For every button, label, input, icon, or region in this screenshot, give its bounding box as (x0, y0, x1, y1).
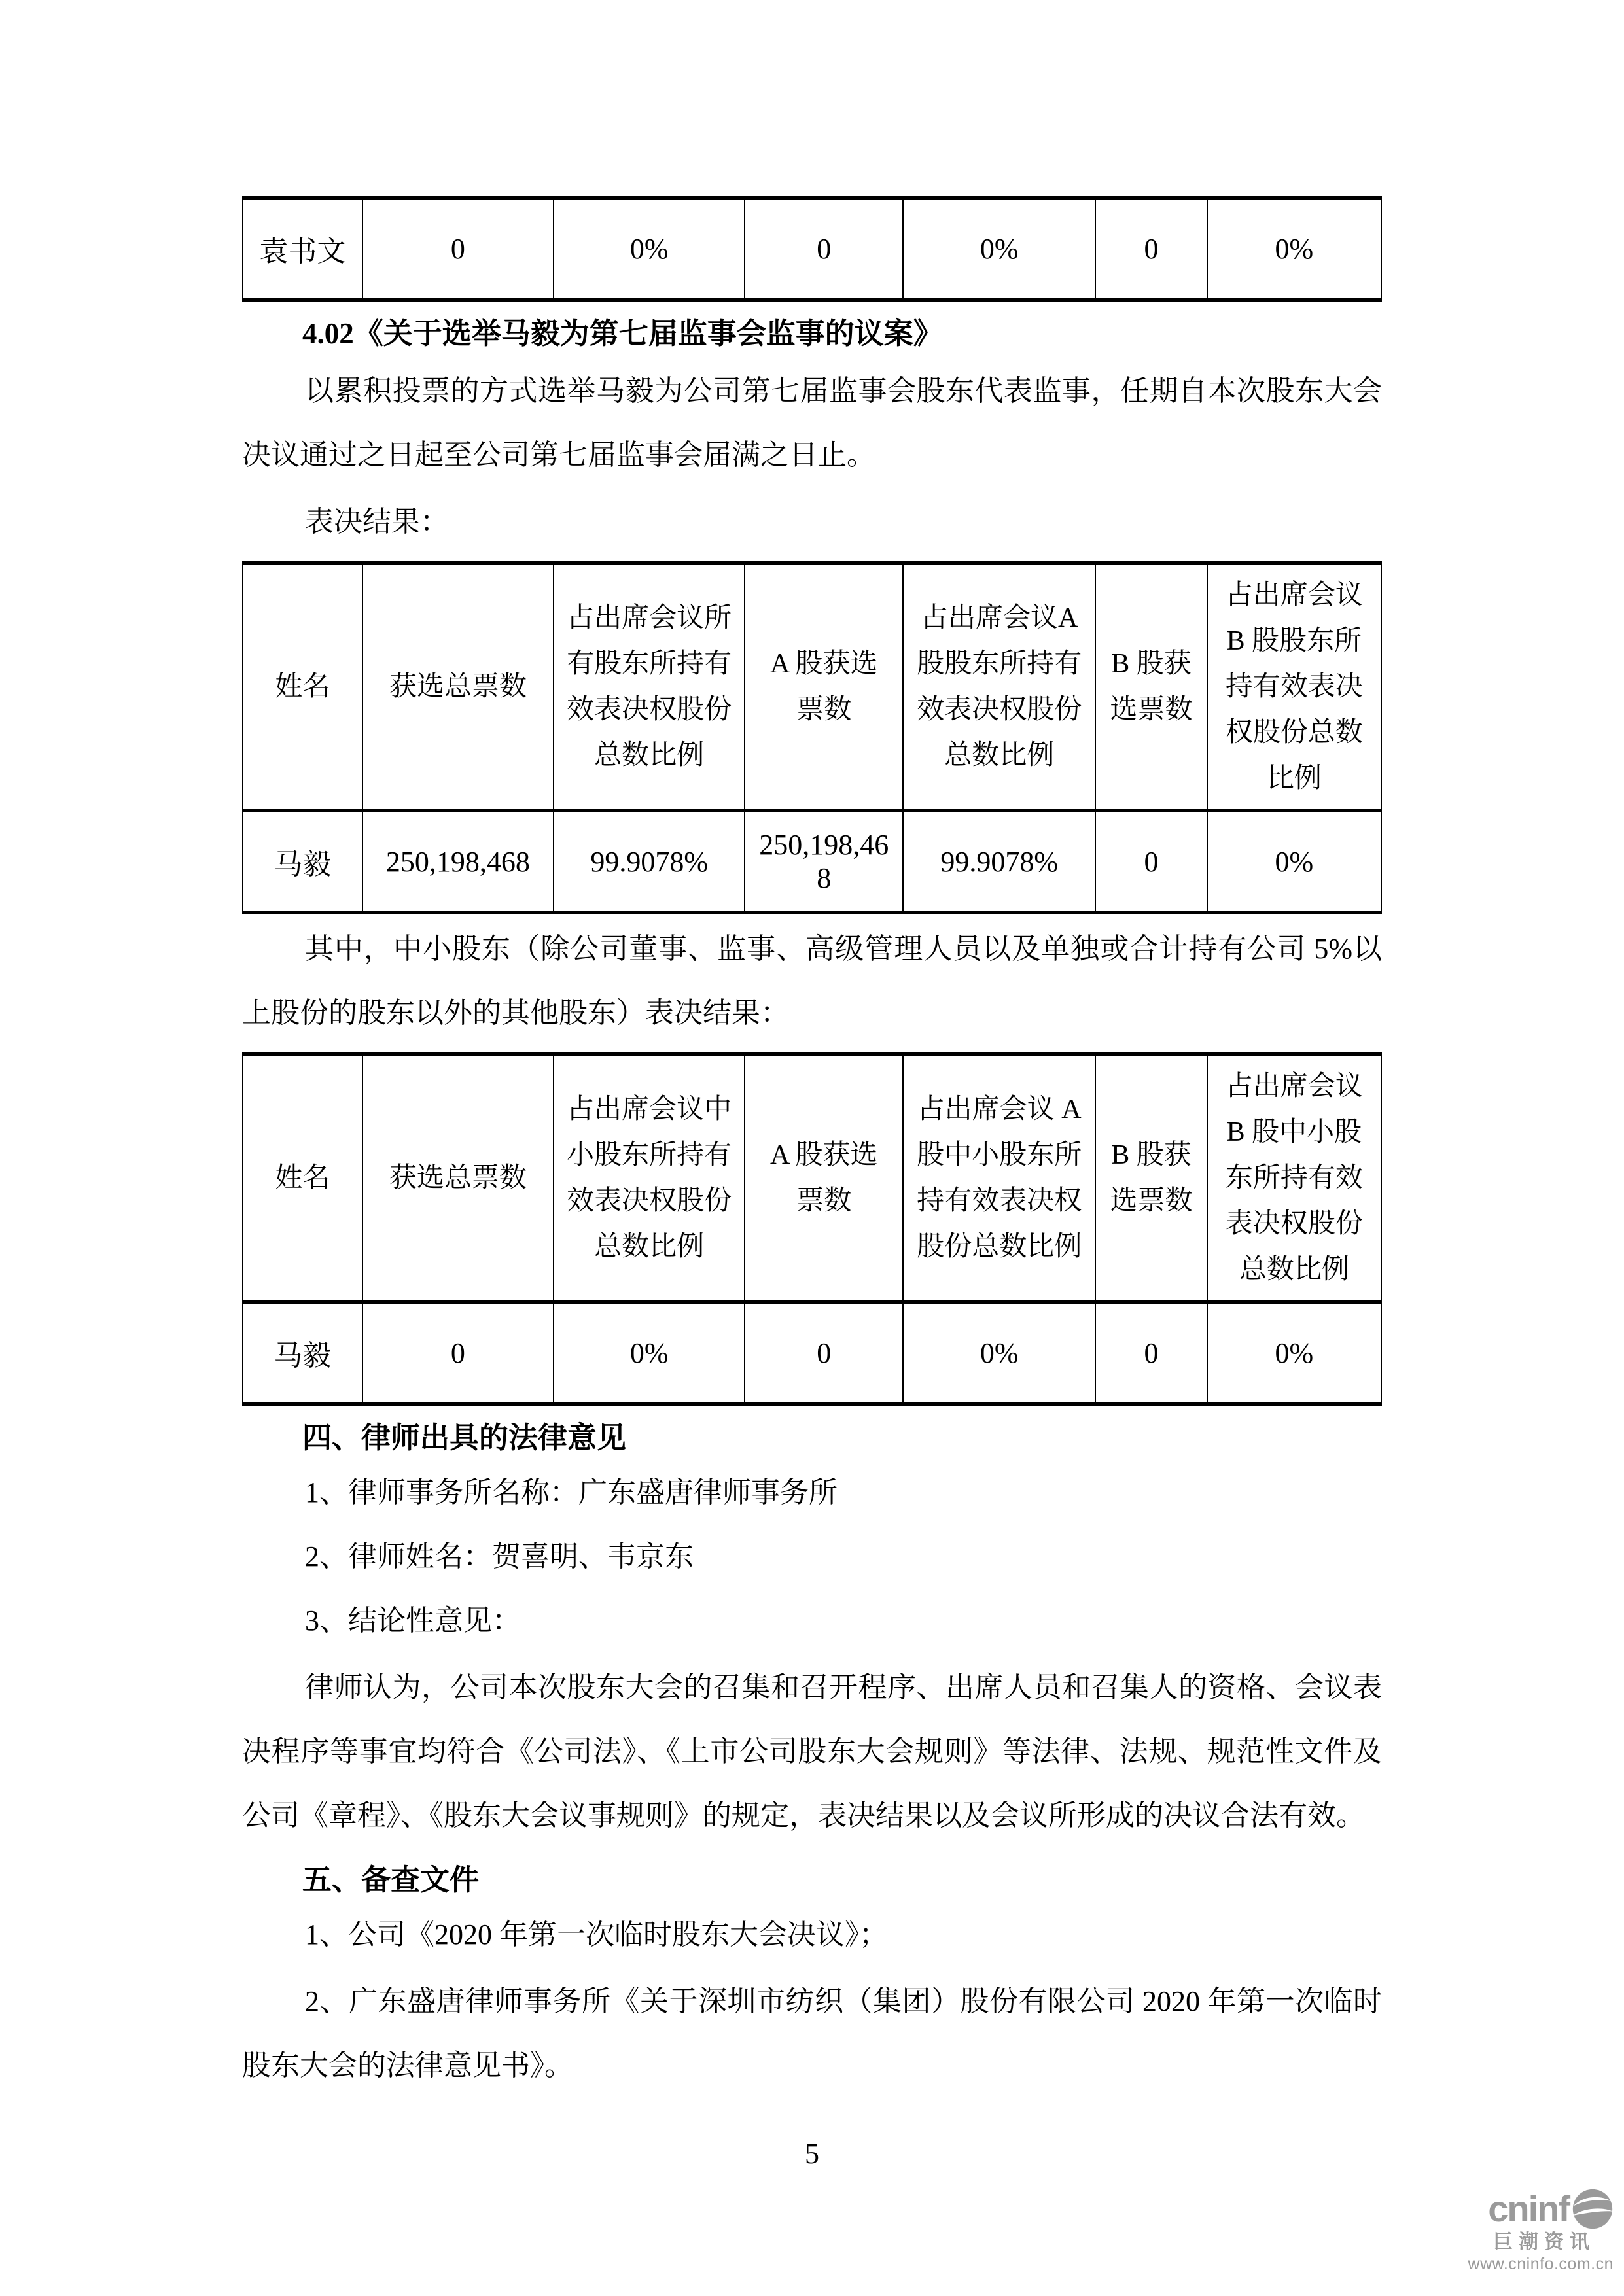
table-cell-name: 马毅 (243, 1302, 362, 1404)
table-cell: 0 (745, 198, 903, 300)
header-cell: 占出席会议中小股东所持有效表决权股份总数比例 (554, 1054, 745, 1302)
header-cell: 姓名 (243, 563, 362, 811)
cninfo-logo-cn: 巨潮资讯 (1493, 2231, 1595, 2253)
table-cell: 250,198,468 (362, 811, 554, 913)
header-cell: 占出席会议所有股东所持有效表决权股份总数比例 (554, 563, 745, 811)
cninfo-logo-row (1456, 2188, 1614, 2230)
table-cell: 99.9078% (903, 811, 1095, 913)
vote-result-label: 表决结果： (305, 506, 449, 538)
lawyer-names-item: 2、律师姓名：贺喜明、韦京东 (305, 1540, 694, 1573)
table-cell: 0% (903, 1302, 1095, 1404)
table-cell: 0 (1095, 198, 1207, 300)
table-cell: 99.9078% (554, 811, 745, 913)
document-item-1: 1、公司《2020 年第一次临时股东大会决议》； (305, 1919, 888, 1951)
cninfo-logo-text: cninf (1488, 2188, 1569, 2229)
header-cell: 获选总票数 (362, 1054, 554, 1302)
table-cell: 0 (362, 198, 554, 300)
continuation-table (242, 196, 1382, 302)
document-item-2: 2、广东盛唐律师事务所《关于深圳市纺织（集团）股份有限公司 2020 年第一次临时股东大会的法律意见书》。 (242, 1985, 1382, 2081)
header-cell: B 股获选票数 (1095, 1054, 1207, 1302)
legal-opinion-paragraph: 律师认为，公司本次股东大会的召集和召开程序、出席人员和召集人的资格、会议表决程序等事宜均符合《公司法》、《上市公司股东大会规则》等法律、法规、规范性文件及公司《章程》、《股东大会议事规则》的规定，表决结果以及会议所形成的决议合法有效。 (242, 1671, 1382, 1832)
table-cell-name: 马毅 (243, 811, 362, 913)
table-cell-name: 袁书文 (243, 198, 362, 300)
vote-table-minority-shareholders (242, 1052, 1382, 1406)
conclusion-item: 3、结论性意见： (305, 1605, 521, 1637)
table-row (243, 1302, 1381, 1404)
cninfo-logo (1456, 2188, 1614, 2272)
header-cell: 占出席会议A 股股东所持有效表决权股份总数比例 (903, 563, 1095, 811)
document-content (242, 0, 1382, 2174)
table-header-row (243, 1054, 1381, 1302)
header-cell: 获选总票数 (362, 563, 554, 811)
table-row (243, 198, 1381, 300)
table-cell: 0% (1207, 198, 1381, 300)
table-row (243, 811, 1381, 913)
vote-table-all-shareholders (242, 561, 1382, 914)
cninfo-swirl-icon (1572, 2188, 1614, 2230)
header-cell: 占出席会议B 股股东所持有效表决权股份总数比例 (1207, 563, 1381, 811)
table-cell: 250,198,468 (745, 811, 903, 913)
table-cell: 0% (1207, 1302, 1381, 1404)
header-cell: 占出席会议 A 股中小股东所持有效表决权股份总数比例 (903, 1054, 1095, 1302)
table-cell: 0 (362, 1302, 554, 1404)
header-cell: 占出席会议B 股中小股东所持有效表决权股份总数比例 (1207, 1054, 1381, 1302)
table-cell: 0% (554, 198, 745, 300)
section-4-heading: 四、律师出具的法律意见 (302, 1421, 627, 1454)
table-cell: 0% (903, 198, 1095, 300)
table-cell: 0 (1095, 811, 1207, 913)
proposal-description: 以累积投票的方式选举马毅为公司第七届监事会股东代表监事，任期自本次股东大会决议通过之日起至公司第七届监事会届满之日止。 (242, 375, 1382, 471)
header-cell: 姓名 (243, 1054, 362, 1302)
proposal-heading: 4.02《关于选举马毅为第七届监事会监事的议案》 (302, 317, 943, 350)
page-number: 5 (805, 2138, 819, 2170)
header-cell: A 股获选票数 (745, 563, 903, 811)
table-cell: 0 (745, 1302, 903, 1404)
table-cell: 0% (1207, 811, 1381, 913)
table-header-row (243, 563, 1381, 811)
minority-note: 其中，中小股东（除公司董事、监事、高级管理人员以及单独或合计持有公司 5%以上股份的股东以外的其他股东）表决结果： (242, 933, 1382, 1029)
header-cell: A 股获选票数 (745, 1054, 903, 1302)
section-5-heading: 五、备查文件 (302, 1864, 480, 1896)
table-cell: 0 (1095, 1302, 1207, 1404)
header-cell: B 股获选票数 (1095, 563, 1207, 811)
cninfo-logo-url: www.cninfo.com.cn (1468, 2255, 1614, 2273)
law-firm-item: 1、律师事务所名称：广东盛唐律师事务所 (305, 1476, 838, 1508)
table-cell: 0% (554, 1302, 745, 1404)
